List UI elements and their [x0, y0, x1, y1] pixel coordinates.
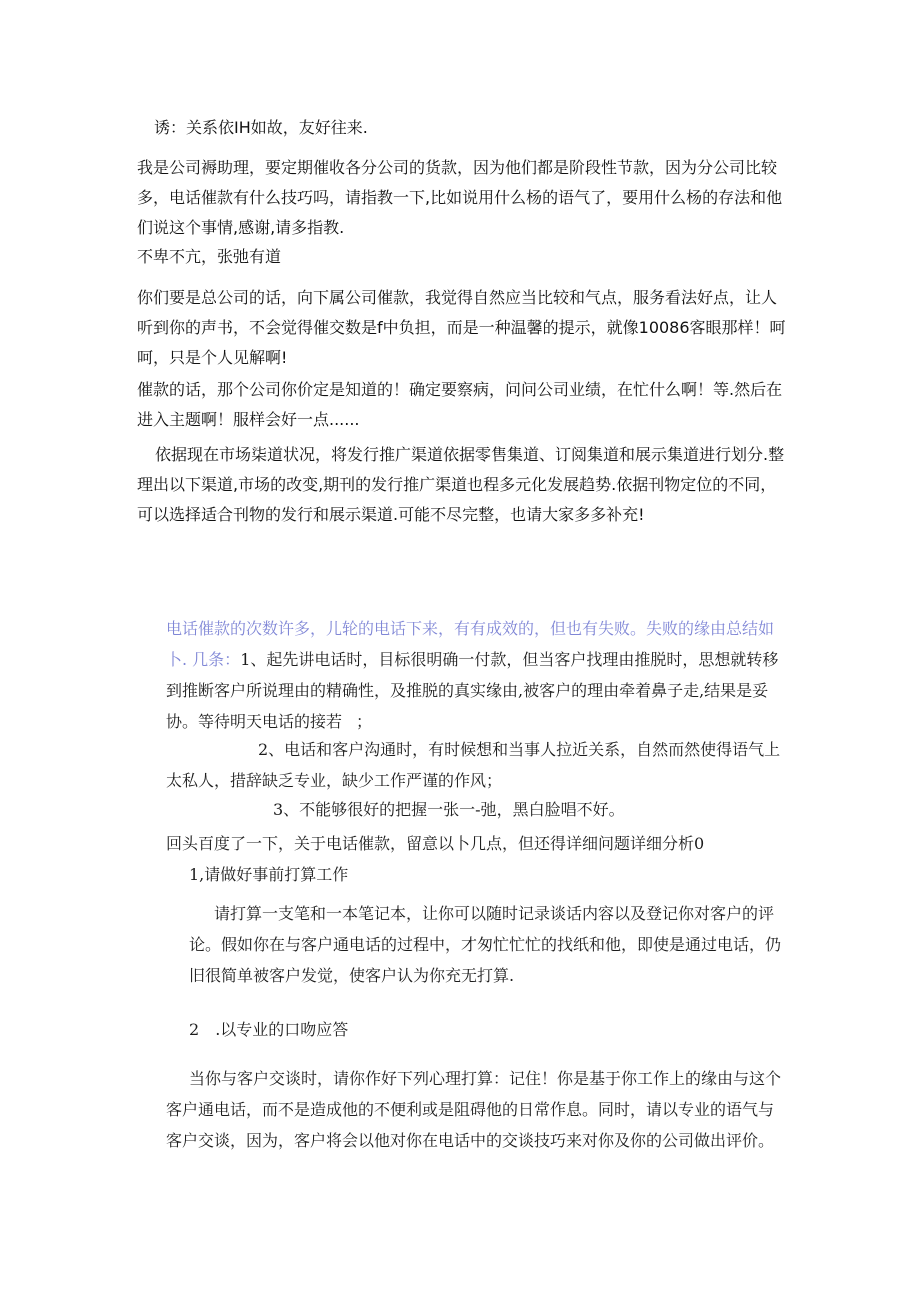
failure-point-1: 1、起先讲电话时，目标很明确一付款，但当客户找理由推脱时，思想就转移到推断客户所说理由的精确性，及推脱的真实缘由,被客户的理由牵着鼻子走,结果是妥协。等待明天电话的接若 [166, 650, 779, 731]
failure-summary-intro: 电话催款的次数许多，儿轮的电话下来，有有成效的，但也有失败。失败的缘由总结如卜. 几条： [166, 619, 775, 669]
greeting-line: 诱：关系依IH如故，友好往来. [154, 118, 368, 137]
answer-paragraph-2: 催款的话，那个公司你价定是知道的！确定要察病，问问公司业绩，在忙什么啊！等.然后在进入主题啊！服样会好一点...... [137, 380, 783, 429]
failure-summary-paragraph [166, 613, 786, 737]
answer-paragraph-1: 你们要是总公司的话，向下属公司催款，我觉得自然应当比较和气点，服务看法好点，让人听到你的声书，不会觉得催交数是f中负担，而是一种温馨的提示，就像10086客眼那样！呵呵，只是个人见解啊! [137, 288, 786, 367]
tip-1-heading: 1,请做好事前打算工作 [189, 865, 349, 884]
tip-2-title: .以专业的口吻应答 [215, 1020, 349, 1039]
question-paragraph: 我是公司褥助理，要定期催收各分公司的货款，因为他们都是阶段性节款，因为分公司比较多，电话催款有什么技巧吗，请指教一下,比如说用什么杨的语气了，要用什么杨的存法和他们说这个事情,感谢,请多指教. [137, 158, 783, 237]
tip-2-number: 2 [189, 1020, 200, 1039]
failure-point-1-end: ； [356, 712, 373, 731]
failure-point-2: 2、电话和客户沟通时，有时候想和当事人拉近关系，自然而然使得语气上太私人，措辞缺乏专业，缺少工作严谨的作风； [166, 740, 781, 790]
tip-2-paragraph: 当你与客户交谈时，请你作好下列心理打算：记住！你是基于你工作上的缘由与这个客户通电话，而不是造成他的不便利或是阻碍他的日常作息。同时，请以专业的语气与客户交谈，因为，客户将会以他对你在电话中的交谈技巧来对你及你的公司做出评价。 [166, 1069, 782, 1150]
answer-heading: 不卑不亢，张弛有道 [137, 247, 282, 266]
tip-2-heading [189, 1016, 689, 1044]
tip-1-paragraph: 请打算一支笔和一本笔记本，让你可以随时记录谈话内容以及登记你对客户的评论。假如你在与客户通电话的过程中，才匆忙忙忙的找纸和他，即使是通过电话，仍旧很简单被客户发觉，使客户认为你充无打算. [189, 904, 782, 985]
failure-point-3: 3、不能够很好的把握一张一-弛，黑白脸唱不好。 [273, 800, 625, 819]
lookup-line: 回头百度了一下，关于电话催款，留意以卜几点，但还得详细问题详细分析0 [166, 834, 705, 853]
channel-paragraph: 依据现在市场柒道状况，将发行推广渠道依据零售集道、订阅集道和展示集道进行划分.整理出以下渠道,市场的改变,期刊的发行推广渠道也程多元化发展趋势.依据刊物定位的不同，可以选择适合刊物的发行和展示渠道.可能不尽完整，也请大家多多补充! [137, 445, 785, 524]
